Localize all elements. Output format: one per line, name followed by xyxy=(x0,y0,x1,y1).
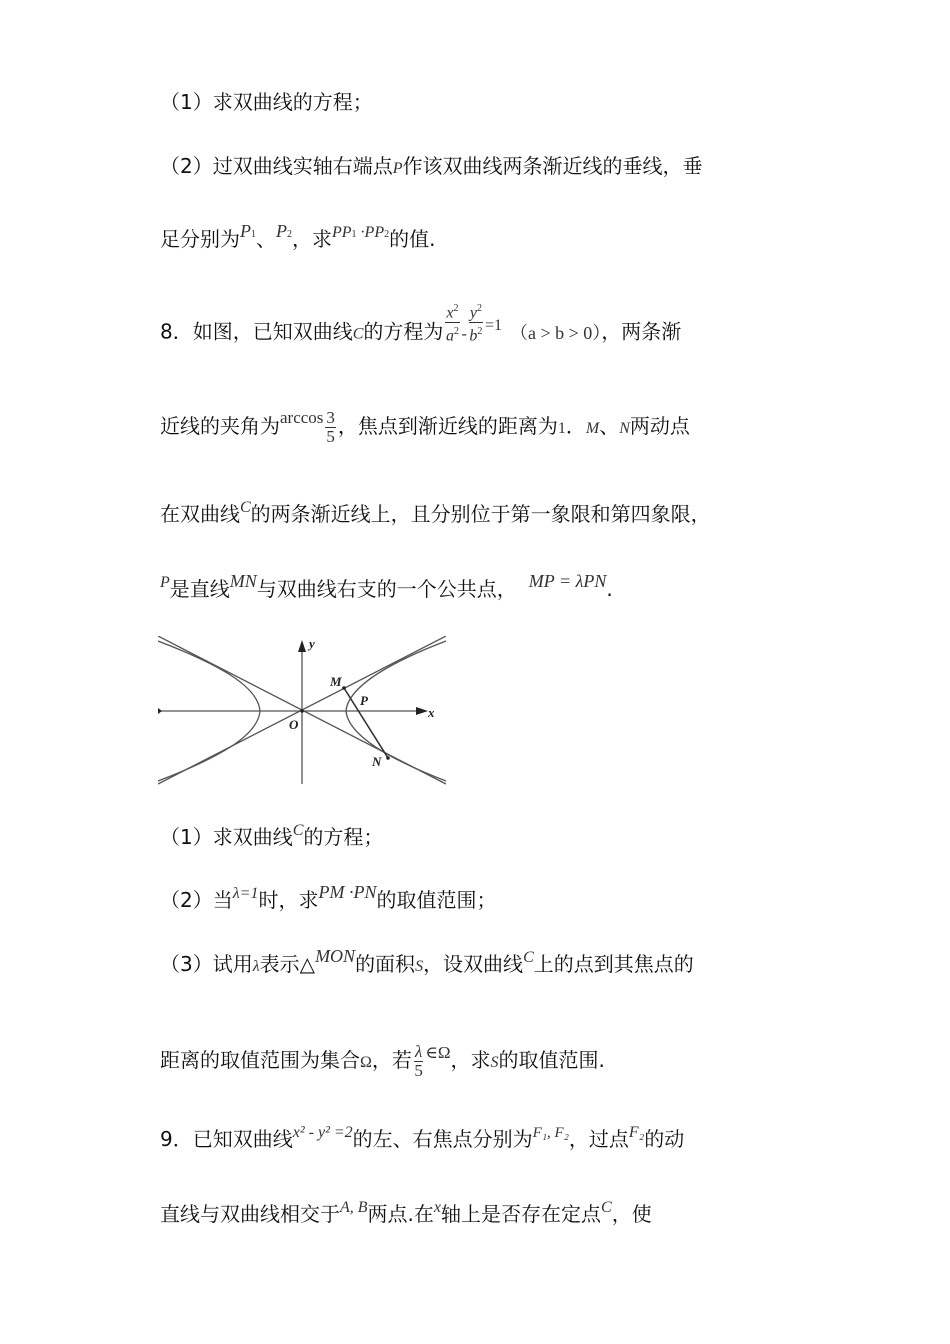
q8-line4: $^P$是直线MN与双曲线右支的一个公共点， MP = λPN. xyxy=(160,571,613,601)
q7-part2-line2: 足分别为P1、P2，求$^{PP1 \cdot PP2}$的值. xyxy=(160,221,436,251)
label-P: P xyxy=(360,693,368,708)
q8-line2: 近线的夹角为$^{arccos}$ $\frac{3}{5}$ ，焦点到渐近线的距离为1．M、N两动点 xyxy=(160,408,690,446)
label-M: M xyxy=(330,674,342,689)
y-arrow xyxy=(298,640,306,652)
label-N: N xyxy=(372,754,382,769)
q8-part3: （3）试用λ表示△MON的面积S，设双曲线$^C$上的点到其焦点的 xyxy=(160,946,694,976)
q7-part1: （1）求双曲线的方程； xyxy=(160,90,373,114)
x-arrow xyxy=(416,707,428,715)
hyperbola-figure xyxy=(158,636,448,786)
q8-line3: 在双曲线$^C$的两条渐近线上，且分别位于第一象限和第四象限， xyxy=(160,499,711,526)
label-O: O xyxy=(289,717,299,732)
q7-part2-line1: （2）过双曲线实轴右端点P作该双曲线两条渐近线的垂线，垂 xyxy=(160,154,703,178)
q8-part2: （2）当$^{\lambda=1}$时，求PM ·PN的取值范围； xyxy=(160,882,497,912)
label-x: x xyxy=(428,705,435,720)
q8-line1: 8．如图，已知双曲线C的方程为 $\frac{x^2}{a^2}$ - $\frac{y^2}{b^2}$ $^{=1}$ （a > b > 0），两条渐 xyxy=(160,300,681,352)
q8-part1: （1）求双曲线$^C$的方程； xyxy=(160,822,384,849)
label-y: y xyxy=(309,636,315,651)
q9-line2: 直线与双曲线相交于$^{A, B}$两点.在$^x$轴上是否存在定点$^C$，使 xyxy=(160,1199,652,1226)
q8-part3-cont: 距离的取值范围为集合Ω，若 $\frac{\lambda}{5}$ $^{\in\Omega}$，求S的取值范围. xyxy=(160,1042,605,1080)
q9-line1: 9．已知双曲线$^{x^2 - y^2 =2}$的左、右焦点分别为$^{F_1, F_2}$，过点$^{F_2}$的动 xyxy=(160,1124,685,1151)
